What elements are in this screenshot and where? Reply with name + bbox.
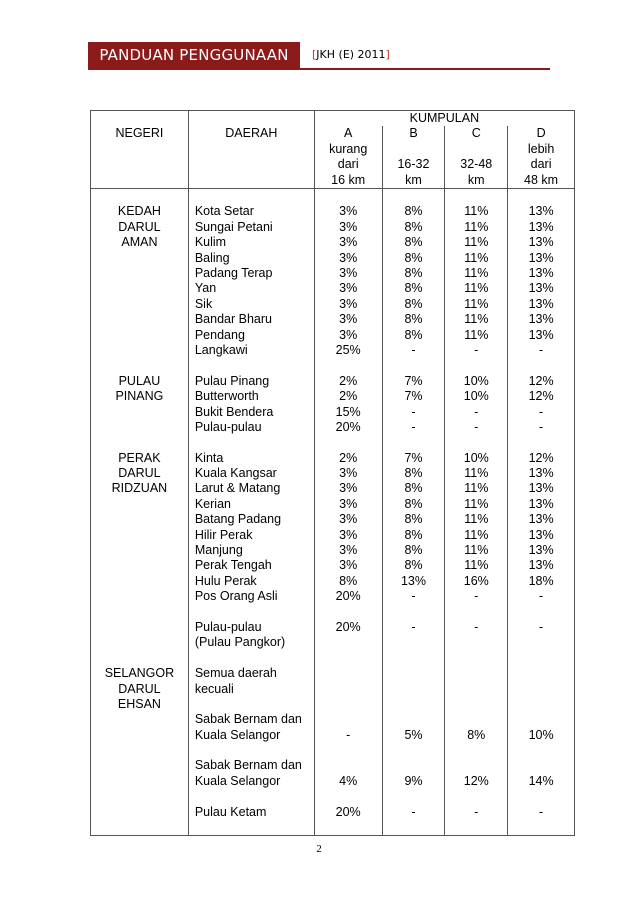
rates-table (90, 110, 575, 836)
rate-b: 8% (404, 204, 423, 219)
rate-b: - (411, 589, 416, 604)
rate-a: 20% (335, 419, 361, 434)
rate-b (383, 712, 445, 727)
rate-b (383, 789, 445, 804)
district-name: Sabak Bernam dan (194, 758, 302, 773)
rate-d: 18% (528, 573, 554, 588)
district-name: (Pulau Pangkor) (194, 635, 286, 650)
rate-c: 11% (464, 296, 489, 311)
rate-c: 11% (464, 265, 489, 280)
rate-a: 3% (339, 235, 358, 250)
rate-d: 13% (528, 512, 554, 527)
rate-d: 13% (528, 466, 554, 481)
row-gap (383, 358, 445, 373)
rate-b (383, 635, 445, 650)
group-b-range: 16-32 (382, 157, 445, 172)
district-name: kecuali (194, 681, 234, 696)
rate-d: 14% (528, 773, 554, 788)
rate-c-column (445, 204, 508, 373)
rate-a: 2% (339, 373, 358, 388)
rate-c: 11% (464, 204, 489, 219)
rate-c: 11% (464, 527, 489, 542)
rate-a: 3% (339, 466, 358, 481)
group-d-header: D (508, 126, 575, 141)
district-name: Kuala Selangor (194, 727, 281, 742)
rate-b: - (411, 804, 416, 819)
district-name (195, 743, 314, 758)
rate-d-column (508, 666, 575, 836)
district-name: Langkawi (194, 342, 248, 357)
rate-d (508, 758, 574, 773)
rate-a (315, 666, 382, 681)
rate-a: 8% (339, 573, 358, 588)
rate-a: 3% (339, 296, 358, 311)
rate-a: 3% (339, 204, 358, 219)
rate-c: 10% (463, 389, 489, 404)
state-name (91, 374, 189, 451)
state-name-line: DARUL (118, 466, 161, 481)
group-c-unit: km (445, 173, 508, 189)
rate-d: 13% (528, 543, 554, 558)
rate-b (383, 758, 445, 773)
rate-c: 11% (464, 281, 489, 296)
state-name-line: DARUL (118, 681, 161, 696)
rate-a: 20% (335, 619, 361, 634)
rate-d: - (538, 589, 544, 604)
rate-b-column (382, 666, 445, 836)
rate-c: 12% (463, 773, 489, 788)
rate-d: - (538, 404, 544, 419)
district-name: Baling (194, 250, 230, 265)
rate-b (383, 605, 445, 620)
district-name: Kuala Selangor (194, 773, 281, 788)
district-name: Larut & Matang (194, 481, 281, 496)
group-b-header: B (382, 126, 445, 141)
district-name-column (188, 204, 314, 373)
rate-b: 8% (404, 265, 423, 280)
row-gap (445, 651, 507, 666)
rates-body (91, 189, 575, 836)
state-name-line: DARUL (118, 219, 161, 234)
daerah-column-header: DAERAH (188, 126, 314, 141)
district-name: Kota Setar (194, 204, 254, 219)
state-group (91, 451, 575, 666)
district-name: Pulau-pulau (194, 419, 262, 434)
rate-b: 8% (404, 527, 423, 542)
rate-d (508, 605, 574, 620)
rate-d: 10% (528, 727, 554, 742)
group-d-range: dari (508, 157, 575, 172)
state-name (91, 666, 189, 836)
district-name: Kinta (194, 450, 224, 465)
rate-a (315, 758, 382, 773)
row-gap (315, 435, 382, 450)
rate-d (508, 697, 574, 712)
group-b-unit: km (382, 173, 445, 189)
document-title-badge: PANDUAN PENGGUNAAN (88, 42, 300, 68)
rate-a-column (314, 666, 382, 836)
group-c-range: 32-48 (445, 157, 508, 172)
rate-a (315, 697, 382, 712)
rate-d: 13% (528, 296, 554, 311)
district-name-column (188, 374, 314, 451)
rate-a: 3% (339, 219, 358, 234)
rate-a: 3% (339, 543, 358, 558)
kumpulan-heading: KUMPULAN (314, 111, 574, 127)
rate-b: 8% (404, 558, 423, 573)
row-gap (508, 651, 574, 666)
group-c-header: C (445, 126, 508, 141)
rate-b: - (411, 419, 416, 434)
rate-c (445, 635, 507, 650)
district-name: Padang Terap (194, 265, 273, 280)
rate-d: 13% (528, 312, 554, 327)
rate-a-column (314, 451, 382, 666)
rate-a-column (314, 204, 382, 373)
group-a-header: A (314, 126, 382, 141)
rate-a (315, 789, 382, 804)
rate-a: 3% (339, 496, 358, 511)
rate-c: 11% (464, 235, 489, 250)
rate-b: 5% (404, 727, 423, 742)
rate-a: 3% (339, 558, 358, 573)
header-spacer-daerah (188, 111, 314, 127)
state-group (91, 666, 575, 836)
header-rule (88, 68, 550, 70)
district-name: Kuala Kangsar (194, 466, 277, 481)
rate-b-column (382, 204, 445, 373)
rate-a: 3% (339, 512, 358, 527)
rate-c (445, 789, 507, 804)
rate-c: - (474, 342, 479, 357)
rate-b: 7% (404, 373, 423, 388)
row-gap (195, 435, 314, 450)
rate-c: 11% (464, 543, 489, 558)
group-a-unit: 16 km (314, 173, 382, 189)
rate-d (508, 682, 574, 697)
rate-d (508, 635, 574, 650)
group-d-sub: lebih (508, 142, 575, 157)
header-spacer-negeri (91, 111, 189, 127)
group-a-sub: kurang (314, 142, 382, 157)
rate-d: 13% (528, 265, 554, 280)
row-gap (445, 820, 507, 835)
rate-b: 13% (400, 573, 426, 588)
rate-d: 13% (528, 481, 554, 496)
group-c-sub (445, 142, 508, 157)
rate-c (445, 712, 507, 727)
state-name-line: PERAK (118, 450, 161, 465)
rate-b: 8% (404, 481, 423, 496)
rate-b (383, 697, 445, 712)
rate-a: 3% (339, 312, 358, 327)
rate-a: 3% (339, 250, 358, 265)
rate-d: - (538, 804, 544, 819)
rate-b (383, 682, 445, 697)
rate-c: 10% (463, 450, 489, 465)
district-name: Bukit Bendera (194, 404, 274, 419)
district-name (195, 789, 314, 804)
rate-a: 4% (339, 773, 358, 788)
rate-d: 13% (528, 558, 554, 573)
rate-b: 8% (404, 312, 423, 327)
rate-a: 3% (339, 481, 358, 496)
rate-c (445, 758, 507, 773)
rate-d: 13% (528, 327, 554, 342)
rate-a: - (346, 727, 351, 742)
rate-c (445, 682, 507, 697)
rate-b: 7% (404, 389, 423, 404)
row-gap (445, 435, 507, 450)
rate-c: 11% (464, 512, 489, 527)
rate-c: - (474, 619, 479, 634)
rate-b: - (411, 404, 416, 419)
rate-d: 13% (528, 204, 554, 219)
state-name-line: EHSAN (117, 696, 161, 711)
row-gap (383, 435, 445, 450)
state-name-line: KEDAH (117, 204, 161, 219)
district-name: Butterworth (194, 389, 259, 404)
row-gap (195, 651, 314, 666)
rate-d: - (538, 619, 544, 634)
rate-d-column (508, 204, 575, 373)
district-name: Kerian (194, 496, 231, 511)
rate-d (508, 743, 574, 758)
rate-c: 11% (464, 466, 489, 481)
row-gap (195, 820, 314, 835)
rate-a: 2% (339, 450, 358, 465)
rate-d: 12% (528, 389, 554, 404)
row-gap (195, 358, 314, 373)
district-name: Manjung (194, 543, 243, 558)
rate-b: 8% (404, 543, 423, 558)
district-name: Kulim (194, 235, 227, 250)
rate-b-column (382, 374, 445, 451)
district-name: Hilir Perak (194, 527, 253, 542)
rate-c: 11% (464, 327, 489, 342)
rate-b-column (382, 451, 445, 666)
rate-a (315, 743, 382, 758)
rate-b: 7% (404, 450, 423, 465)
rate-b: 9% (404, 773, 423, 788)
rate-c-column (445, 451, 508, 666)
rate-c (445, 697, 507, 712)
rate-c: 11% (464, 496, 489, 511)
rate-d: 12% (528, 373, 554, 388)
state-group (91, 204, 575, 373)
district-name-column (188, 666, 314, 836)
rate-b: 8% (404, 327, 423, 342)
rate-a: 2% (339, 389, 358, 404)
rate-a: 3% (339, 527, 358, 542)
rate-d: 13% (528, 235, 554, 250)
rate-c: 11% (464, 250, 489, 265)
rate-b: 8% (404, 219, 423, 234)
group-b-sub (382, 142, 445, 157)
rate-d: 13% (528, 527, 554, 542)
rate-c-column (445, 666, 508, 836)
rate-a: 20% (335, 804, 361, 819)
rate-a-column (314, 374, 382, 451)
rate-b (383, 743, 445, 758)
state-name-line: SELANGOR (104, 666, 175, 681)
district-name: Pulau Ketam (194, 804, 267, 819)
rate-a (315, 635, 382, 650)
rate-c (445, 666, 507, 681)
state-name (91, 204, 189, 373)
row-gap (383, 651, 445, 666)
rate-a: 20% (335, 589, 361, 604)
state-name-line: RIDZUAN (111, 481, 168, 496)
rate-c: 11% (464, 312, 489, 327)
rate-d-column (508, 374, 575, 451)
district-name: Pulau-pulau (194, 619, 262, 634)
rate-d: 13% (528, 250, 554, 265)
district-name: Sik (194, 296, 213, 311)
rate-b: 8% (404, 496, 423, 511)
group-a-range: dari (314, 157, 382, 172)
rate-b: - (411, 619, 416, 634)
rate-d: 13% (528, 281, 554, 296)
group-d-unit: 48 km (508, 173, 575, 189)
rate-b: 8% (404, 235, 423, 250)
state-name-line: PINANG (115, 389, 164, 404)
district-name: Hulu Perak (194, 573, 257, 588)
state-name-line: PULAU (118, 373, 161, 388)
rate-a (315, 605, 382, 620)
rate-d: 12% (528, 450, 554, 465)
district-name: Pulau Pinang (194, 373, 270, 388)
rate-a: 3% (339, 281, 358, 296)
rate-c-column (445, 374, 508, 451)
district-name: Perak Tengah (194, 558, 272, 573)
state-group (91, 374, 575, 451)
rate-c: - (474, 419, 479, 434)
rate-c: - (474, 804, 479, 819)
rate-c: 11% (464, 558, 489, 573)
rate-c: - (474, 589, 479, 604)
rate-b: - (411, 342, 416, 357)
district-name: Sabak Bernam dan (194, 712, 302, 727)
rate-c: 11% (464, 481, 489, 496)
district-name: Semua daerah (194, 666, 277, 681)
district-name (195, 697, 314, 712)
row-gap (383, 820, 445, 835)
district-name: Bandar Bharu (194, 312, 272, 327)
row-gap (315, 820, 382, 835)
rate-b: 8% (404, 466, 423, 481)
reference-code: JKH (E) 2011 (316, 48, 386, 61)
rate-d-column (508, 451, 575, 666)
district-name: Yan (194, 281, 217, 296)
rate-d: 13% (528, 219, 554, 234)
rate-c: - (474, 404, 479, 419)
rate-c: 16% (463, 573, 489, 588)
rate-d (508, 712, 574, 727)
district-name: Sungai Petani (194, 219, 273, 234)
rate-a: 25% (335, 342, 361, 357)
rate-a: 3% (339, 327, 358, 342)
rate-b (383, 666, 445, 681)
row-gap (315, 358, 382, 373)
state-name (91, 451, 189, 666)
rate-b: 8% (404, 296, 423, 311)
rate-c (445, 605, 507, 620)
row-gap (508, 435, 574, 450)
rate-d: - (538, 342, 544, 357)
district-name (195, 605, 314, 620)
rate-c (445, 743, 507, 758)
rate-d (508, 789, 574, 804)
state-name-line: AMAN (121, 235, 158, 250)
rate-b: 8% (404, 250, 423, 265)
rate-c: 10% (463, 373, 489, 388)
page-header (88, 42, 550, 72)
row-gap (445, 358, 507, 373)
row-gap (508, 358, 574, 373)
district-name: Pos Orang Asli (194, 589, 278, 604)
rate-a: 15% (335, 404, 361, 419)
rate-c: 11% (464, 219, 489, 234)
row-gap (315, 651, 382, 666)
document-reference: [JKH (E) 2011] (312, 48, 390, 61)
rate-d (508, 666, 574, 681)
row-gap (508, 820, 574, 835)
district-name-column (188, 451, 314, 666)
district-name: Pendang (194, 327, 245, 342)
rate-a: 3% (339, 265, 358, 280)
district-name: Batang Padang (194, 512, 282, 527)
rate-d: 13% (528, 496, 554, 511)
negeri-column-header: NEGERI (91, 126, 189, 141)
rate-a (315, 712, 382, 727)
rate-b: 8% (404, 512, 423, 527)
rate-d: - (538, 419, 544, 434)
page-number: 2 (316, 843, 322, 855)
rate-c: 8% (467, 727, 486, 742)
rate-a (315, 682, 382, 697)
rate-b: 8% (404, 281, 423, 296)
